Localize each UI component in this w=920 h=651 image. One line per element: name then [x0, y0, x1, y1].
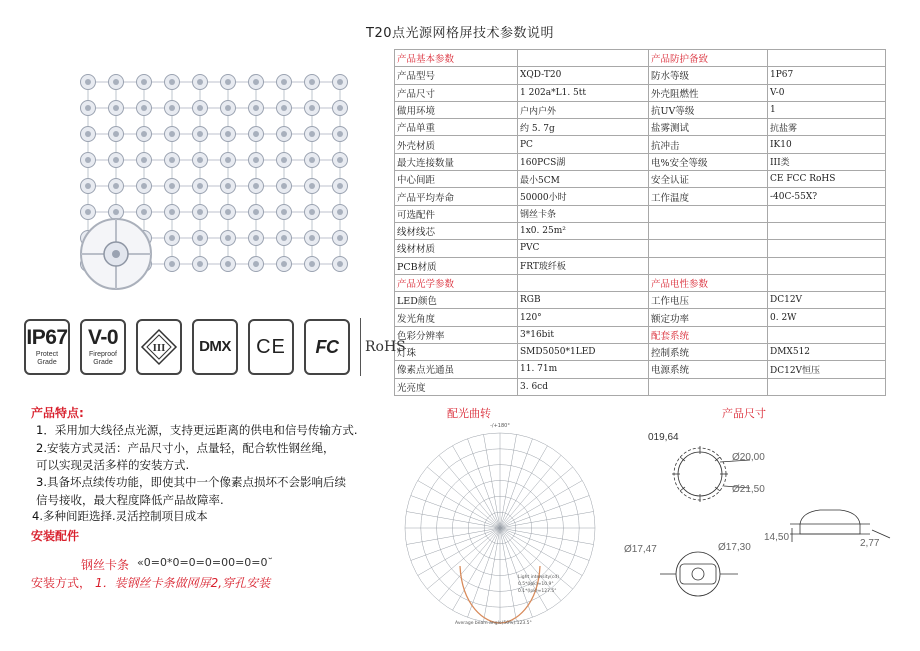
spec-value-cell: III类 [768, 153, 886, 170]
spec-label-cell: 中心间距 [395, 171, 518, 188]
led-node [277, 231, 292, 246]
spec-value-cell [768, 222, 886, 239]
spec-value-cell [768, 240, 886, 257]
spec-value-cell: 钢丝卡条 [518, 205, 649, 222]
led-node [277, 179, 292, 194]
spec-label-cell: 产品型号 [395, 67, 518, 84]
spec-value-cell: 3*16bit [518, 326, 649, 343]
spec-label-cell: 电%安全等级 [649, 153, 768, 170]
spec-value-cell: 抗盐雾 [768, 119, 886, 136]
node-zoom-inset [81, 219, 151, 289]
ip67-badge: IP67 Protect Grade [24, 319, 70, 375]
led-node [221, 205, 236, 220]
spec-value-cell: V-0 [768, 84, 886, 101]
spec-value-cell: IK10 [768, 136, 886, 153]
svg-text:-/+180°: -/+180° [490, 423, 510, 429]
v0-badge: V-0 Fireproof Grade [80, 319, 126, 375]
feature-line-6: 4.多种间距选择.灵活控制项目成本 [32, 509, 208, 523]
led-node [109, 153, 124, 168]
spec-section-header: 产品防护备致 [649, 50, 768, 67]
led-node [109, 179, 124, 194]
led-node [81, 127, 96, 142]
led-node [193, 205, 208, 220]
dmx-badge: DMX [192, 319, 238, 375]
led-node [109, 205, 124, 220]
spec-value-cell: 1x0. 25m² [518, 222, 649, 239]
led-node [333, 257, 348, 272]
spec-row [395, 240, 886, 257]
feature-line-3: 可以实现灵活多样的安装方式. [36, 458, 190, 472]
spec-value-cell: 160PCS湖 [518, 153, 649, 170]
spec-label-cell: 工作温度 [649, 188, 768, 205]
svg-text:0.5*(lpk)≈10.9°: 0.5*(lpk)≈10.9° [518, 582, 554, 587]
spec-label-cell: 像素点光通虽 [395, 361, 518, 378]
led-node [137, 205, 152, 220]
spec-row [395, 188, 886, 205]
install-accessory-title: 安装配件 [31, 529, 80, 543]
led-node [193, 231, 208, 246]
led-node [137, 179, 152, 194]
led-node [193, 257, 208, 272]
spec-row [395, 292, 886, 309]
spec-value-cell: 120° [518, 309, 649, 326]
spec-row [395, 84, 886, 101]
led-node [81, 179, 96, 194]
spec-label-cell: PCB材质 [395, 257, 518, 274]
spec-label-cell: 做用环境 [395, 101, 518, 118]
spec-value-cell: 1 [768, 101, 886, 118]
spec-value-cell: CE FCC RoHS [768, 171, 886, 188]
spec-row [395, 309, 886, 326]
spec-value-cell: -40C-55X? [768, 188, 886, 205]
led-node [333, 127, 348, 142]
led-node [277, 257, 292, 272]
spec-row [395, 326, 886, 343]
spec-label-cell: 产品平均寿命 [395, 188, 518, 205]
spec-value-cell: 约 5. 7g [518, 119, 649, 136]
led-node [165, 127, 180, 142]
spec-row [395, 257, 886, 274]
spec-label-cell [649, 222, 768, 239]
spec-label-cell: 外壳材质 [395, 136, 518, 153]
led-node [221, 153, 236, 168]
svg-text:Average beam angle(50%):123.5°: Average beam angle(50%):123.5° [455, 621, 532, 626]
led-node [249, 75, 264, 90]
spec-label-cell [649, 378, 768, 395]
led-node [277, 127, 292, 142]
page-title: T20点光源网格屏技术参数说明 [366, 26, 554, 41]
spec-value-cell: PC [518, 136, 649, 153]
led-node [165, 205, 180, 220]
led-node [165, 179, 180, 194]
led-node [81, 101, 96, 116]
spec-row [395, 101, 886, 118]
led-node [333, 101, 348, 116]
spec-row [395, 205, 886, 222]
dimensions-title: 产品尺寸 [722, 407, 766, 420]
led-node [193, 179, 208, 194]
led-node [305, 153, 320, 168]
spec-label-cell: 电源系统 [649, 361, 768, 378]
spec-label-cell: LED颜色 [395, 292, 518, 309]
dimension-drawing [620, 424, 900, 624]
led-node [81, 153, 96, 168]
svg-text:III: III [152, 342, 166, 354]
spec-label-cell: 防水等级 [649, 67, 768, 84]
led-node [305, 205, 320, 220]
spec-label-cell: 线材线芯 [395, 222, 518, 239]
svg-text:Ø17,30: Ø17,30 [718, 542, 751, 553]
svg-text:2,77: 2,77 [860, 538, 880, 549]
spec-row [395, 50, 886, 67]
product-photo [78, 72, 348, 292]
led-node [305, 179, 320, 194]
spec-label-cell: 工作电压 [649, 292, 768, 309]
accessory-code: «0=0*0=0=0=00=0=0˘ [137, 556, 274, 569]
led-node [305, 75, 320, 90]
led-node [109, 127, 124, 142]
led-node [165, 101, 180, 116]
led-node [249, 179, 264, 194]
spec-value-cell [768, 257, 886, 274]
spec-row [395, 344, 886, 361]
led-node [221, 127, 236, 142]
led-node [333, 153, 348, 168]
feature-line-5: 信号接收，最大程度降低产品故障率. [36, 493, 224, 507]
led-node [249, 231, 264, 246]
spec-label-cell: 产品尺寸 [395, 84, 518, 101]
led-node [221, 179, 236, 194]
svg-text:Light intensity(cd): Light intensity(cd) [518, 575, 560, 580]
led-node [137, 153, 152, 168]
spec-value-cell [768, 205, 886, 222]
spec-label-cell: 发光角度 [395, 309, 518, 326]
spec-value-cell: XQD-T20 [518, 67, 649, 84]
fcc-badge: FC [304, 319, 350, 375]
feature-line-4: 3.具备坏点续传功能，即使其中一个像素点损坏不会影响后续 [36, 475, 346, 489]
led-node [137, 101, 152, 116]
spec-value-cell: 11. 71m [518, 361, 649, 378]
led-node [193, 75, 208, 90]
spec-value-cell [768, 50, 886, 67]
spec-label-cell: 线材材质 [395, 240, 518, 257]
spec-value-cell: 0. 2W [768, 309, 886, 326]
spec-value-cell: DC12V [768, 292, 886, 309]
spec-value-cell: 1 202a*L1. 5tt [518, 84, 649, 101]
spec-value-cell: DMX512 [768, 344, 886, 361]
led-node [165, 231, 180, 246]
led-node [193, 101, 208, 116]
led-node [193, 153, 208, 168]
led-node [165, 257, 180, 272]
led-node [81, 75, 96, 90]
led-node [305, 101, 320, 116]
led-node [277, 101, 292, 116]
spec-value-cell: 户内户外 [518, 101, 649, 118]
spec-label-cell: 可选配件 [395, 205, 518, 222]
led-node [333, 231, 348, 246]
led-node [221, 75, 236, 90]
class-iii-diamond-icon [140, 328, 178, 366]
spec-label-cell: 最大连接数量 [395, 153, 518, 170]
led-node [109, 75, 124, 90]
feature-line-1: 1．采用加大线径点光源，支持更远距离的供电和信号传输方式. [36, 423, 358, 437]
light-distribution-polar-chart [400, 418, 600, 628]
spec-section-header: 产品光学参数 [395, 274, 518, 291]
led-node [165, 75, 180, 90]
spec-table [394, 49, 886, 396]
led-node [221, 231, 236, 246]
svg-text:019,64: 019,64 [648, 432, 679, 443]
feature-line-2: 2.安装方式灵活：产品尺寸小，点量轻，配合软性钢丝绳， [36, 441, 335, 455]
spec-label-cell: 盐雾测试 [649, 119, 768, 136]
led-node [333, 205, 348, 220]
spec-row [395, 136, 886, 153]
spec-label-cell [649, 205, 768, 222]
spec-value-cell: 1P67 [768, 67, 886, 84]
svg-text:Ø21,50: Ø21,50 [732, 484, 765, 495]
spec-label-cell: 产品单重 [395, 119, 518, 136]
spec-label-cell: 外壳阻燃性 [649, 84, 768, 101]
spec-label-cell: 灯珠 [395, 344, 518, 361]
spec-value-cell [768, 326, 886, 343]
spec-label-cell: 控制系统 [649, 344, 768, 361]
certification-badges [24, 318, 406, 376]
spec-value-cell: RGB [518, 292, 649, 309]
spec-label-cell: 抗冲击 [649, 136, 768, 153]
features-title: 产品特点: [31, 406, 84, 420]
spec-label-cell: 光亮度 [395, 378, 518, 395]
spec-label-cell: 安全认证 [649, 171, 768, 188]
led-node [305, 231, 320, 246]
spec-value-cell: SMD5050*1LED [518, 344, 649, 361]
led-node [333, 179, 348, 194]
led-node [193, 127, 208, 142]
led-node [249, 127, 264, 142]
spec-value-cell: DC12V恒压 [768, 361, 886, 378]
led-node [249, 153, 264, 168]
spec-row [395, 378, 886, 395]
led-node [137, 75, 152, 90]
spec-label-cell: 色彩分辨率 [395, 326, 518, 343]
spec-value-cell [768, 378, 886, 395]
spec-section-header: 配套系统 [649, 326, 768, 343]
spec-value-cell: 50000小时 [518, 188, 649, 205]
install-method-label: 安装方式， [31, 576, 92, 590]
led-node [277, 75, 292, 90]
spec-label-cell: 抗UV等级 [649, 101, 768, 118]
led-node [165, 153, 180, 168]
spec-label-cell [649, 240, 768, 257]
spec-value-cell [768, 274, 886, 291]
spec-value-cell [518, 274, 649, 291]
spec-value-cell: PVC [518, 240, 649, 257]
spec-row [395, 274, 886, 291]
spec-row [395, 171, 886, 188]
led-node [221, 257, 236, 272]
spec-value-cell: 最小5CM [518, 171, 649, 188]
led-node [249, 257, 264, 272]
svg-text:14,50: 14,50 [764, 532, 790, 543]
spec-row [395, 67, 886, 84]
led-node [137, 127, 152, 142]
spec-section-header: 产品基本参数 [395, 50, 518, 67]
spec-section-header: 产品电性参数 [649, 274, 768, 291]
class-iii-badge [136, 319, 182, 375]
led-node [277, 205, 292, 220]
accessory-label: 钢丝卡条 [81, 558, 130, 572]
svg-text:0.1*(lpk)≈127.5°: 0.1*(lpk)≈127.5° [518, 589, 557, 594]
light-curve-title: 配光曲转 [447, 407, 491, 420]
spec-row [395, 153, 886, 170]
svg-text:Ø20,00: Ø20,00 [732, 452, 765, 463]
install-method-text: 1．装钢丝卡条做网屏2,穿孔安装 [95, 576, 271, 590]
led-node [305, 257, 320, 272]
spec-value-cell: 3. 6cd [518, 378, 649, 395]
spec-value-cell: FRT玻纤板 [518, 257, 649, 274]
spec-row [395, 119, 886, 136]
led-node [249, 101, 264, 116]
spec-value-cell [518, 50, 649, 67]
led-node [249, 205, 264, 220]
led-node [109, 101, 124, 116]
spec-row [395, 222, 886, 239]
led-node [81, 205, 96, 220]
ce-badge: CE [248, 319, 294, 375]
spec-row [395, 361, 886, 378]
rohs-mark: RoHS [360, 318, 406, 376]
svg-text:Ø17,47: Ø17,47 [624, 544, 657, 555]
led-node [333, 75, 348, 90]
led-node [221, 101, 236, 116]
led-node [305, 127, 320, 142]
led-node [277, 153, 292, 168]
spec-label-cell: 额定功率 [649, 309, 768, 326]
spec-label-cell [649, 257, 768, 274]
